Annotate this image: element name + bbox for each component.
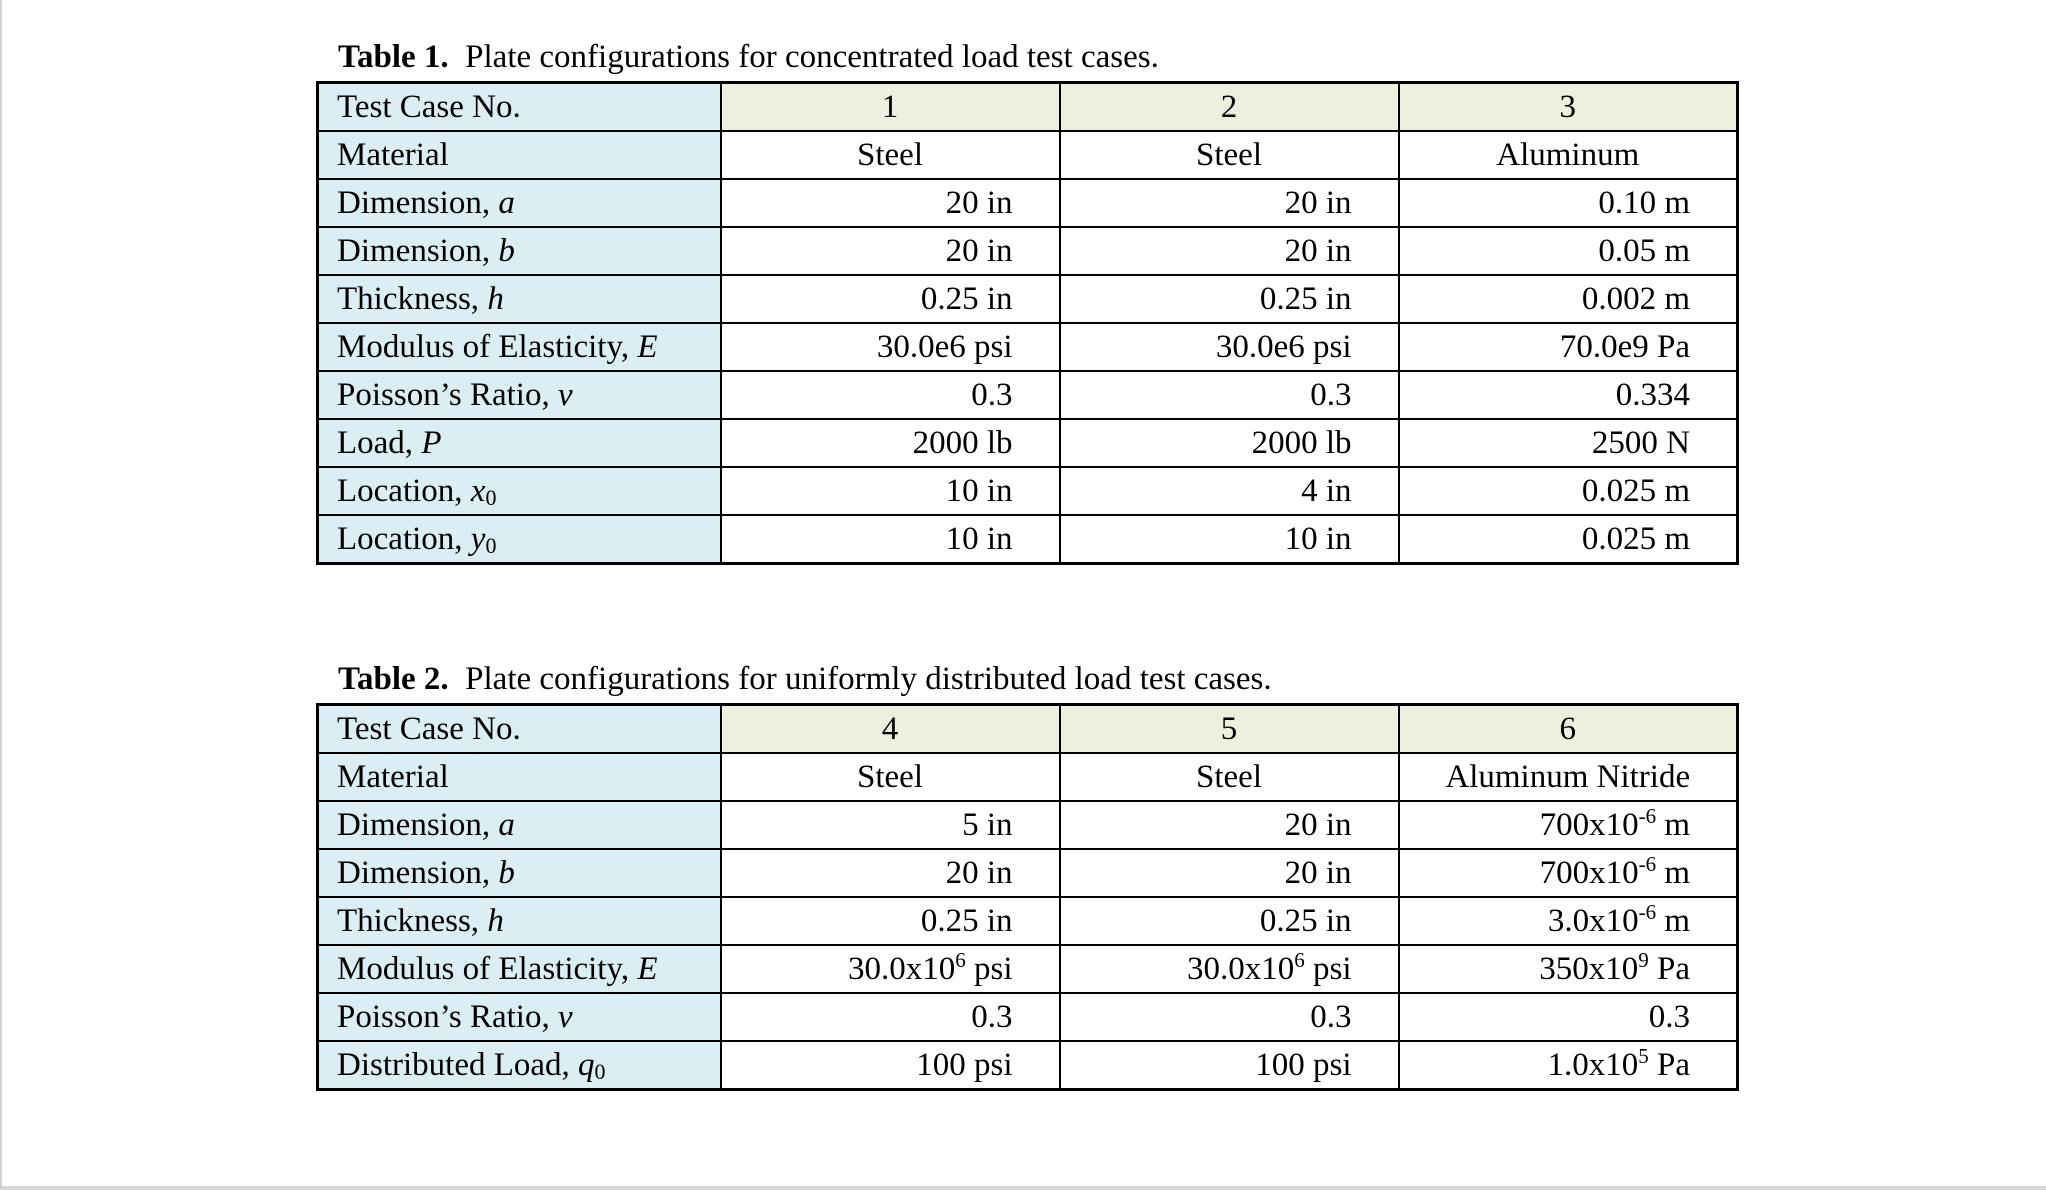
cell-value: 20 in [945, 854, 1013, 891]
table-2-caption-label: Table 2. [338, 661, 449, 697]
table-row [318, 227, 1738, 275]
table-cell: 30.0e6 psi [721, 323, 1060, 371]
table-row [318, 945, 1738, 993]
cell-unit: m [1656, 806, 1690, 843]
table-1-caption-label: Table 1. [338, 39, 449, 75]
cell-value: 700x10 [1539, 806, 1639, 843]
row-label-text: Distributed Load, [337, 1046, 579, 1083]
cell-value: 20 in [1284, 806, 1352, 843]
table-row [318, 323, 1738, 371]
cell-exponent: 6 [1294, 947, 1305, 972]
table-cell: 10 in [721, 515, 1060, 564]
cell-unit: psi [965, 950, 1013, 987]
row-label-variable: y [470, 520, 486, 557]
table-row [318, 83, 1738, 132]
cell-value: 700x10 [1539, 854, 1639, 891]
table-row [318, 419, 1738, 467]
table-row [318, 801, 1738, 849]
cell-value: 4 [881, 710, 899, 747]
table-row [318, 993, 1738, 1041]
row-label-variable: h [487, 902, 504, 939]
cell-value: 350x10 [1539, 950, 1639, 987]
table-cell [1060, 849, 1399, 897]
row-label-variable: q [578, 1046, 595, 1083]
row-label-variable: P [421, 424, 442, 461]
cell-value: 3.0x10 [1547, 902, 1639, 939]
row-label-text: Test Case No. [337, 710, 521, 747]
cell-exponent: 9 [1638, 947, 1649, 972]
cell-value: 100 psi [916, 1046, 1013, 1083]
table-cell: 2000 lb [1060, 419, 1399, 467]
cell-exponent: -6 [1638, 899, 1657, 924]
row-label [318, 705, 721, 754]
row-label-text: Poisson’s Ratio, [337, 376, 558, 413]
cell-value: 30.0x10 [847, 950, 956, 987]
cell-exponent: 6 [955, 947, 966, 972]
table-cell: 0.3 [721, 371, 1060, 419]
cell-unit: m [1656, 902, 1690, 939]
cell-value: 0.25 in [1259, 902, 1352, 939]
row-label-text: Poisson’s Ratio, [337, 998, 558, 1035]
cell-value: 0.3 [971, 998, 1013, 1035]
row-label-text: Modulus of Elasticity, [337, 328, 638, 365]
row-label-variable: x [470, 472, 486, 509]
table-row [318, 371, 1738, 419]
cell-value: 5 [1220, 710, 1238, 747]
table-row [318, 131, 1738, 179]
table-cell: 20 in [1060, 179, 1399, 227]
table-cell [721, 1041, 1060, 1090]
table-row [318, 705, 1738, 754]
table-cell [1399, 945, 1738, 993]
column-header [1399, 705, 1738, 754]
row-label-text: Dimension, [337, 232, 499, 269]
column-header [721, 705, 1060, 754]
table-cell [1399, 753, 1738, 801]
table-cell: 10 in [721, 467, 1060, 515]
cell-unit: psi [1304, 950, 1352, 987]
column-header: 1 [721, 83, 1060, 132]
row-label-text: Modulus of Elasticity, [337, 950, 638, 987]
row-label-variable: E [637, 328, 658, 365]
table-row [318, 275, 1738, 323]
table-cell: 0.334 [1399, 371, 1738, 419]
row-label-variable: b [498, 854, 515, 891]
row-label [318, 371, 721, 419]
row-label [318, 275, 721, 323]
row-label-variable: h [487, 280, 504, 317]
row-label [318, 179, 721, 227]
table-cell: 0.025 m [1399, 467, 1738, 515]
table-1 [316, 81, 1739, 565]
cell-value: Aluminum Nitride [1445, 758, 1691, 795]
table-cell: 20 in [1060, 227, 1399, 275]
row-label-text: Thickness, [337, 280, 488, 317]
row-label [318, 323, 721, 371]
row-label-text: Location, [337, 472, 471, 509]
table-row [318, 467, 1738, 515]
row-label [318, 467, 721, 515]
row-label-text: Material [337, 136, 449, 173]
cell-exponent: -6 [1638, 851, 1657, 876]
table-cell: 0.10 m [1399, 179, 1738, 227]
row-label-text: Thickness, [337, 902, 488, 939]
cell-value: 6 [1559, 710, 1576, 747]
row-label [318, 753, 721, 801]
row-label-text: Dimension, [337, 184, 499, 221]
row-label-variable: a [498, 184, 515, 221]
table-row [318, 515, 1738, 564]
table-cell: 2000 lb [721, 419, 1060, 467]
cell-value: 1.0x10 [1547, 1046, 1639, 1083]
row-label-variable: a [498, 806, 515, 843]
table-cell [721, 801, 1060, 849]
table-cell [1399, 1041, 1738, 1090]
row-label-text: Location, [337, 520, 471, 557]
column-header: 2 [1060, 83, 1399, 132]
table-cell [1399, 993, 1738, 1041]
table-cell: Aluminum [1399, 131, 1738, 179]
row-label [318, 897, 721, 945]
row-label-text: Dimension, [337, 854, 499, 891]
cell-value: 0.25 in [920, 902, 1013, 939]
row-label [318, 227, 721, 275]
table-cell [1399, 849, 1738, 897]
row-label [318, 83, 721, 132]
table-cell [1060, 897, 1399, 945]
column-header [1060, 705, 1399, 754]
row-label-text: Load, [337, 424, 422, 461]
table-cell [1399, 801, 1738, 849]
row-label-text: Dimension, [337, 806, 499, 843]
row-label-text: Material [337, 758, 449, 795]
cell-value: 0.3 [1310, 998, 1352, 1035]
table-cell [721, 849, 1060, 897]
table-1-caption-text: Plate configurations for concentrated load test cases. [465, 39, 1159, 75]
table-cell [721, 993, 1060, 1041]
row-label [318, 131, 721, 179]
table-cell: 4 in [1060, 467, 1399, 515]
cell-value: 100 psi [1255, 1046, 1352, 1083]
row-label-subscript: 0 [485, 532, 497, 558]
table-row [318, 897, 1738, 945]
cell-unit: Pa [1648, 1046, 1690, 1083]
cell-value: Steel [1196, 758, 1262, 795]
table-cell [1060, 1041, 1399, 1090]
table-row [318, 179, 1738, 227]
row-label [318, 945, 721, 993]
table-row [318, 849, 1738, 897]
table-cell [1060, 801, 1399, 849]
column-header: 3 [1399, 83, 1738, 132]
cell-exponent: -6 [1638, 803, 1657, 828]
table-cell [1060, 993, 1399, 1041]
table-cell: Steel [721, 131, 1060, 179]
table-cell: 20 in [721, 179, 1060, 227]
table-cell: 10 in [1060, 515, 1399, 564]
row-label-variable: b [498, 232, 515, 269]
row-label [318, 993, 721, 1041]
cell-unit: m [1656, 854, 1690, 891]
row-label-variable: ν [557, 376, 573, 413]
cell-value: 5 in [962, 806, 1013, 843]
table-cell: 20 in [721, 227, 1060, 275]
cell-value: 30.0x10 [1186, 950, 1295, 987]
cell-value: 20 in [1284, 854, 1352, 891]
row-label-subscript: 0 [485, 484, 497, 510]
table-2 [316, 703, 1739, 1091]
table-cell [721, 753, 1060, 801]
cell-value: 0.3 [1648, 998, 1690, 1035]
table-cell: 0.3 [1060, 371, 1399, 419]
table-cell [1060, 753, 1399, 801]
cell-value: Steel [857, 758, 923, 795]
table-row [318, 753, 1738, 801]
row-label [318, 849, 721, 897]
table-cell: 0.25 in [721, 275, 1060, 323]
table-cell: 0.25 in [1060, 275, 1399, 323]
table-2-caption-text: Plate configurations for uniformly distributed load test cases. [465, 661, 1272, 697]
table-cell [1399, 897, 1738, 945]
row-label [318, 515, 721, 564]
table-cell: 30.0e6 psi [1060, 323, 1399, 371]
table-cell: Steel [1060, 131, 1399, 179]
row-label-subscript: 0 [594, 1058, 606, 1084]
row-label-text: Test Case No. [337, 88, 521, 125]
table-cell [721, 897, 1060, 945]
table-cell: 2500 N [1399, 419, 1738, 467]
table-cell [1060, 945, 1399, 993]
table-2-caption [338, 659, 1272, 699]
cell-unit: Pa [1648, 950, 1690, 987]
row-label [318, 419, 721, 467]
table-cell: 0.025 m [1399, 515, 1738, 564]
table-row [318, 1041, 1738, 1090]
table-cell: 0.002 m [1399, 275, 1738, 323]
table-cell: 0.05 m [1399, 227, 1738, 275]
table-cell [721, 945, 1060, 993]
cell-exponent: 5 [1638, 1043, 1649, 1068]
table-1-caption [338, 37, 1159, 77]
row-label-variable: E [637, 950, 658, 987]
table-cell: 70.0e9 Pa [1399, 323, 1738, 371]
row-label [318, 801, 721, 849]
row-label-variable: ν [557, 998, 573, 1035]
row-label [318, 1041, 721, 1090]
